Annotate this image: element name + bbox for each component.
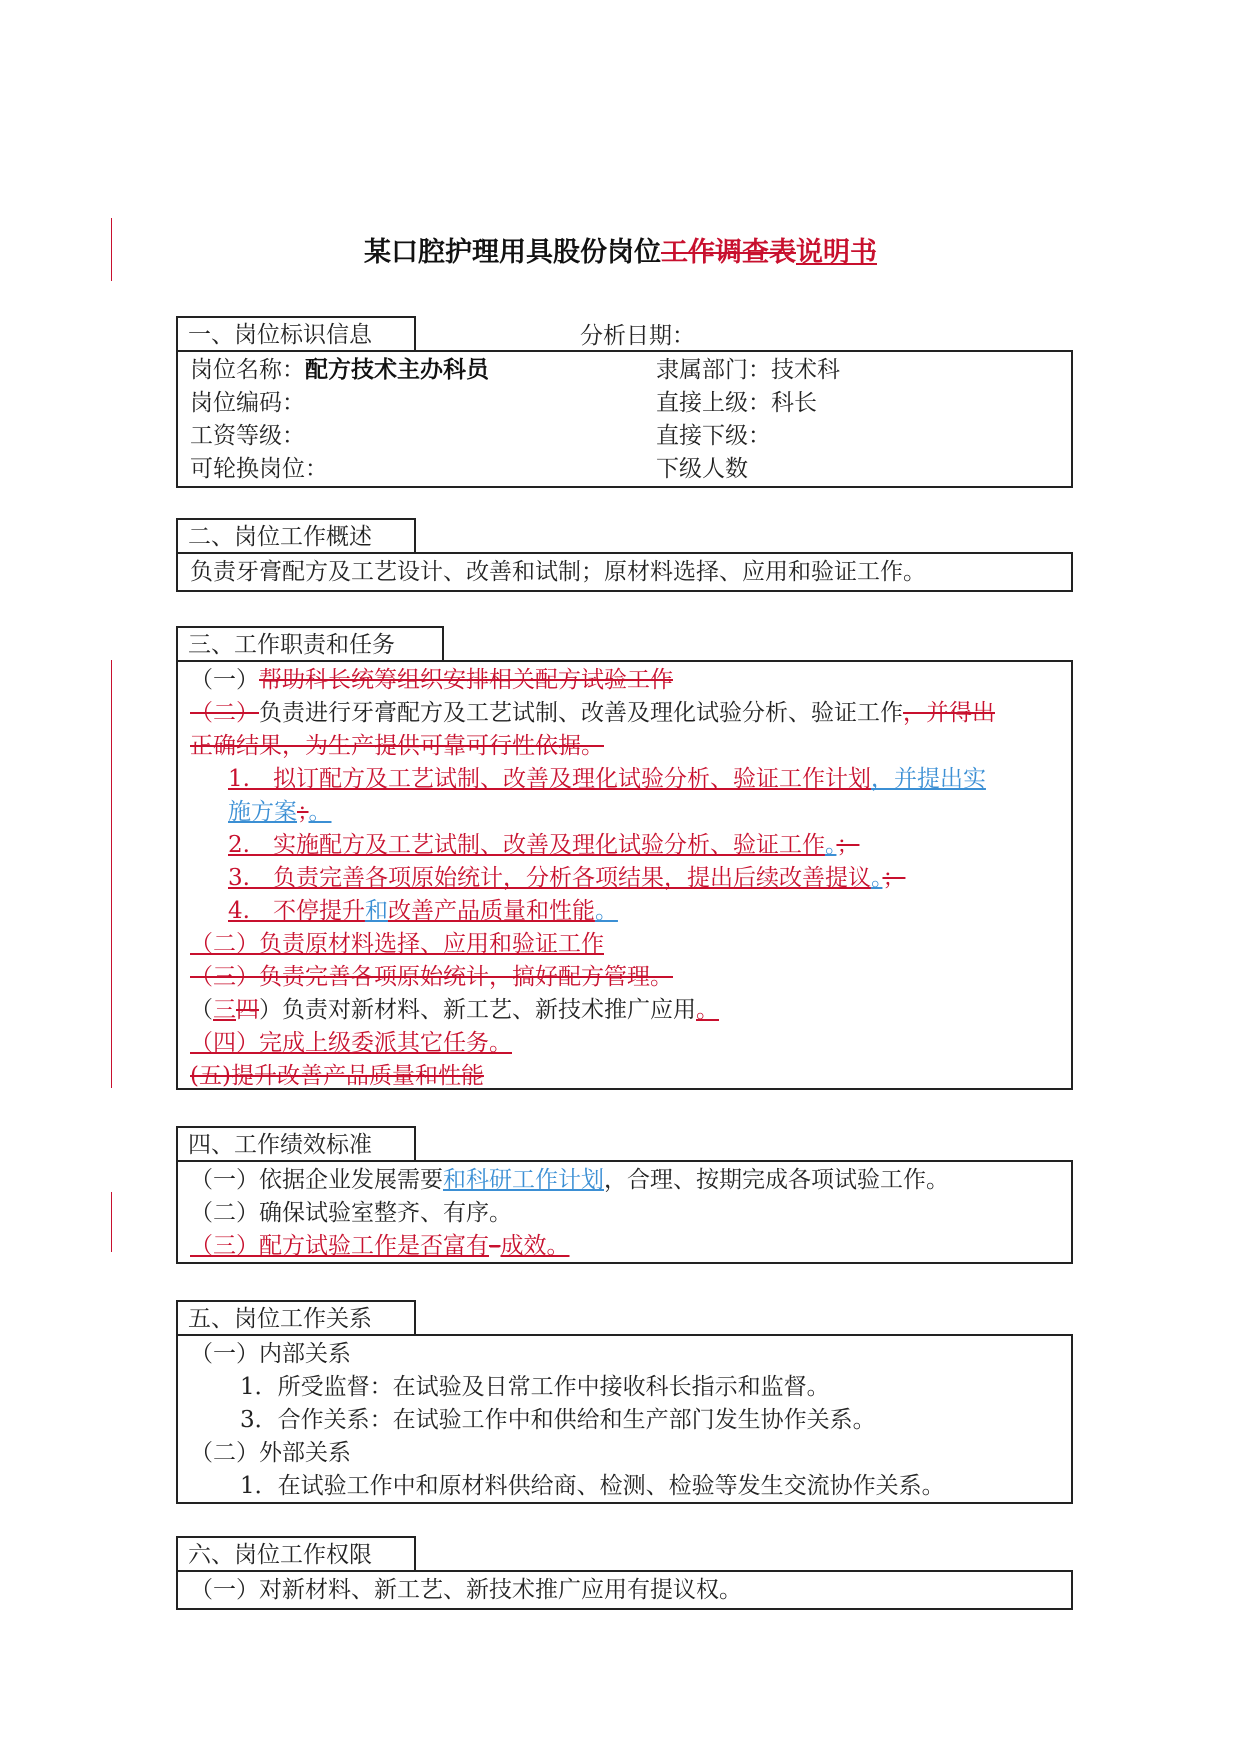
- duty-line: （一）帮助科长统筹组织安排相关配方试验工作: [190, 667, 673, 693]
- supervisor-value: 科长: [771, 390, 817, 416]
- deleted-text: （二）: [190, 700, 259, 726]
- duty-line: [190, 961, 673, 994]
- relation-line: （一）内部关系: [190, 1341, 351, 1367]
- deleted-text: (五)提升改善产品质量和性能: [190, 1063, 484, 1089]
- inserted-text: 改善产品质量和性能: [387, 898, 595, 924]
- field-label: 下级人数: [656, 456, 748, 482]
- section-4-body: [176, 1160, 1073, 1264]
- field-row: [656, 387, 817, 420]
- deleted-text: ；: [836, 832, 860, 858]
- relation-line: 1．所受监督：在试验及日常工作中接收科长指示和监督。: [240, 1374, 830, 1400]
- title-inserted-text: 说明书: [796, 237, 877, 268]
- inserted-text: 和科研工作计划: [443, 1167, 604, 1193]
- inserted-text: 和: [364, 898, 388, 924]
- document-title: [0, 230, 1241, 269]
- deleted-text: ；: [297, 799, 309, 825]
- revision-bar: [111, 660, 112, 1088]
- deleted-text: ，并得出: [903, 700, 995, 726]
- revision-bar: [111, 1192, 112, 1252]
- duty-line: [190, 730, 604, 763]
- field-label: 直接上级：: [656, 390, 771, 416]
- duty-item: [228, 862, 905, 895]
- relation-line: （二）外部关系: [190, 1440, 351, 1466]
- field-row: [190, 354, 489, 387]
- section-5-body: [176, 1334, 1073, 1504]
- relation-line: 3．合作关系：在试验工作中和供给和生产部门发生协作关系。: [240, 1407, 876, 1433]
- inserted-text: 1. 拟订配方及工艺试制、改善及理化试验分析、验证工作计划: [228, 766, 871, 792]
- field-row: [190, 420, 305, 453]
- inserted-text: （四）完成上级委派其它任务。: [190, 1030, 512, 1056]
- field-row: [656, 420, 771, 453]
- inserted-text: （二）负责原材料选择、应用和验证工作: [190, 931, 604, 957]
- field-row: [656, 453, 748, 486]
- duty-item: [228, 829, 859, 862]
- performance-line: [190, 1230, 570, 1263]
- deleted-text: 正确结果，为生产提供可靠可行性依据。: [190, 733, 604, 759]
- field-label: 可轮换岗位：: [190, 456, 328, 482]
- relation-line: 1．在试验工作中和原材料供给商、检测、检验等发生交流协作关系。: [240, 1473, 945, 1499]
- section-6-body: [176, 1570, 1073, 1610]
- section-4-heading: 四、工作绩效标准: [176, 1126, 416, 1160]
- inserted-text: 4. 不停提升: [228, 898, 365, 924]
- inserted-text: 。: [308, 799, 332, 825]
- duty-item: [228, 895, 618, 928]
- section-6-heading: 六、岗位工作权限: [176, 1536, 416, 1570]
- deleted-text: ；: [882, 865, 906, 891]
- performance-line: （二）确保试验室整齐、有序。: [190, 1200, 512, 1226]
- field-label: 岗位名称：: [190, 357, 305, 383]
- inserted-text: 2. 实施配方及工艺试制、改善及理化试验分析、验证工作: [228, 832, 825, 858]
- inserted-text: 3. 负责完善各项原始统计，分析各项结果，提出后续改善提议: [228, 865, 871, 891]
- inserted-text: 三: [213, 997, 236, 1023]
- performance-line: （一）依据企业发展需要和科研工作计划，合理、按期完成各项试验工作。: [190, 1167, 949, 1193]
- inserted-text: 。: [824, 832, 837, 858]
- title-text: 某口腔护理用具股份岗位: [364, 237, 661, 268]
- deleted-text: 帮助科长统筹组织安排相关配方试验工作: [259, 667, 673, 693]
- position-name-value: 配方技术主办科员: [305, 357, 489, 383]
- duty-line: [190, 928, 604, 961]
- field-label: 工资等级：: [190, 423, 305, 449]
- section-1-heading: 一、岗位标识信息: [176, 316, 416, 350]
- inserted-text: 。: [870, 865, 883, 891]
- section-3-heading: 三、工作职责和任务: [176, 626, 444, 660]
- field-row: [656, 354, 840, 387]
- duty-item: [228, 763, 986, 796]
- title-deleted-text: 工作调查表: [661, 237, 796, 268]
- duty-item: [228, 796, 332, 829]
- section-5-heading: 五、岗位工作关系: [176, 1300, 416, 1334]
- deleted-text: –: [489, 1233, 501, 1259]
- field-row: [190, 387, 305, 420]
- inserted-text: （三）配方试验工作是否富有: [190, 1233, 489, 1259]
- duty-line: （三四）负责对新材料、新工艺、新技术推广应用。: [190, 997, 719, 1023]
- inserted-text: 成效。: [500, 1233, 570, 1259]
- duty-line: [190, 1060, 484, 1093]
- overview-text: 负责牙膏配方及工艺设计、改善和试制；原材料选择、应用和验证工作。: [190, 559, 926, 585]
- authority-line: （一）对新材料、新工艺、新技术推广应用有提议权。: [190, 1577, 742, 1603]
- duty-line: （二）负责进行牙膏配方及工艺试制、改善及理化试验分析、验证工作，并得出: [190, 700, 995, 726]
- field-label: 直接下级：: [656, 423, 771, 449]
- inserted-text: 。: [594, 898, 618, 924]
- section-2-heading: 二、岗位工作概述: [176, 518, 416, 552]
- field-label: 隶属部门：: [656, 357, 771, 383]
- field-label: 岗位编码：: [190, 390, 305, 416]
- inserted-text: 施方案: [228, 799, 297, 825]
- section-3-body: [176, 660, 1073, 1090]
- inserted-text: ，并提出实: [870, 766, 986, 792]
- deleted-text: （三）负责完善各项原始统计，搞好配方管理。: [190, 964, 673, 990]
- deleted-text: 四: [236, 997, 259, 1023]
- analysis-date-label: 分析日期：: [580, 323, 695, 349]
- duty-line: [190, 1027, 512, 1060]
- department-value: 技术科: [771, 357, 840, 383]
- inserted-text: 。: [696, 997, 719, 1023]
- section-1-body: [176, 350, 1073, 488]
- section-2-body: [176, 552, 1073, 592]
- field-row: [190, 453, 328, 486]
